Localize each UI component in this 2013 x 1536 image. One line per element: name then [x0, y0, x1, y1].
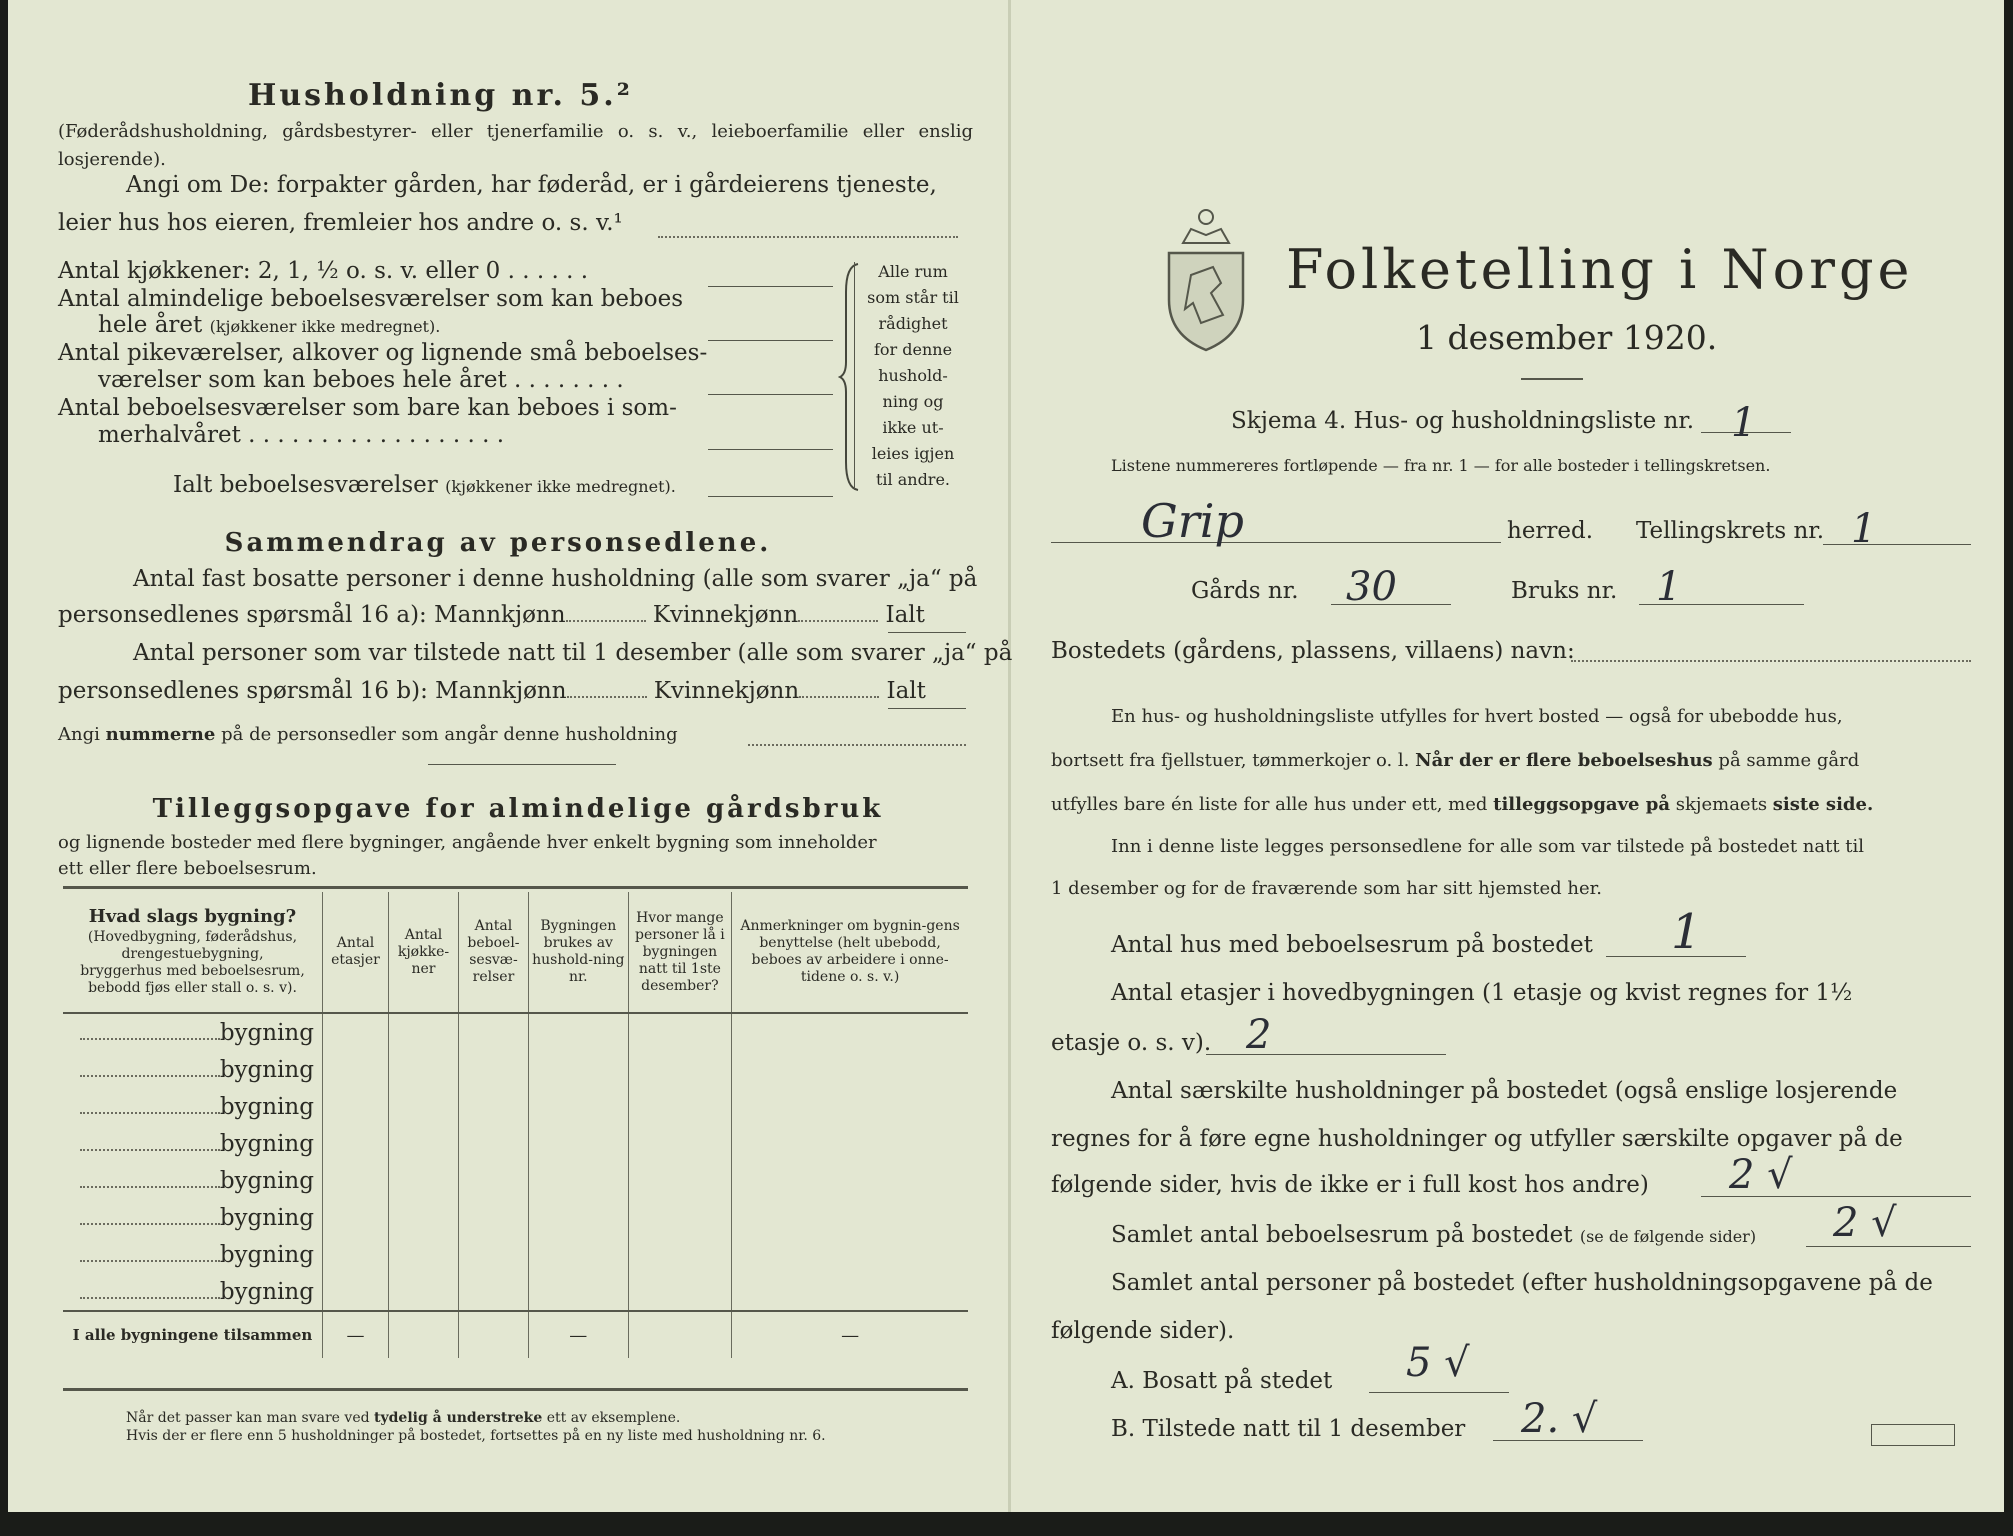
col-kjokkener: Antal kjøkke-ner — [389, 892, 459, 1013]
brace-note-6: ning og — [882, 392, 944, 411]
bruks-label: Bruks nr. — [1511, 578, 1618, 604]
col-beboelsesvaerelser: Antal beboel-sesvæ-relser — [458, 892, 528, 1013]
printer-stamp — [1871, 1424, 1955, 1446]
table-row — [63, 1273, 968, 1311]
herred-line — [1051, 542, 1501, 543]
instructions-1: En hus- og husholdningsliste utfylles for hvert bosted — også for ubebodde hus, — [1111, 706, 1843, 727]
q-personer-2: følgende sider). — [1051, 1318, 1235, 1344]
table-row — [63, 1236, 968, 1273]
summary-b-total-line — [888, 708, 966, 709]
rooms-maid-1: Antal pikeværelser, alkover og lignende små beboelses- — [58, 340, 708, 366]
q-husholdninger-3: følgende sider, hvis de ikke er i full kost hos andre) — [1051, 1172, 1649, 1198]
table-row — [63, 1199, 968, 1236]
rooms-kitchens-answer — [708, 286, 833, 287]
total-anmerkninger: — — [841, 1324, 860, 1346]
tellingskrets-line — [1823, 544, 1971, 545]
q-beboelsesrum-line — [1806, 1246, 1971, 1247]
row-label: bygning — [63, 1273, 322, 1311]
rooms-kitchens: Antal kjøkkener: 2, 1, ½ o. s. v. eller 0 . . . . . . — [58, 258, 589, 284]
title-divider — [1521, 378, 1583, 380]
summary-b-line-1: Antal personer som var tilstede natt til 1 desember (alle som svarer „ja“ på — [133, 640, 1013, 666]
table-row — [63, 1013, 968, 1051]
rooms-total: Ialt beboelsesværelser (kjøkkener ikke medregnet). — [173, 472, 676, 498]
col-personer: Hvor mange personer lå i bygningen natt til 1ste desember? — [628, 892, 732, 1013]
b-tilstede-label: B. Tilstede natt til 1 desember — [1111, 1416, 1466, 1442]
bostedets-line — [1571, 660, 1971, 662]
angi-nummerne: Angi nummerne på de personsedler som angår denne husholdning — [58, 724, 678, 745]
table-top-rule — [63, 886, 968, 889]
instructions-3: utfylles bare én liste for alle hus under ett, med tilleggsopgave på skjemaets siste side. — [1051, 794, 1874, 815]
rooms-ordinary-1: Antal almindelige beboelsesværelser som kan beboes — [58, 286, 684, 312]
brace-note-4: for denne — [873, 340, 953, 359]
summary-a-line-1: Antal fast bosatte personer i denne husholdning (alle som svarer „ja“ på — [133, 566, 978, 592]
table-bottom-rule — [63, 1388, 968, 1391]
total-etasjer: — — [322, 1311, 388, 1358]
row-label: bygning — [63, 1088, 322, 1125]
skjema-value: 1 — [1731, 400, 1757, 446]
angi-answer-line — [658, 236, 958, 238]
rooms-summer-2: merhalvåret . . . . . . . . . . . . . . . . . . — [98, 422, 505, 448]
supplement-title: Tilleggsopgave for almindelige gårdsbruk — [152, 794, 884, 824]
q-etasjer-value: 2 — [1246, 1012, 1272, 1058]
q-etasjer-line — [1206, 1054, 1446, 1055]
angi-line-1: Angi om De: forpakter gården, har føderåd, er i gårdeierens tjeneste, — [126, 172, 937, 198]
row-label: bygning — [63, 1236, 322, 1273]
total-label: I alle bygningene tilsammen — [63, 1311, 322, 1358]
gards-label: Gårds nr. — [1191, 578, 1299, 604]
q-husholdninger-1: Antal særskilte husholdninger på bostedet (også enslige losjerende — [1111, 1078, 1898, 1104]
col-etasjer: Antal etasjer — [322, 892, 388, 1013]
total-husholdning: — — [528, 1311, 628, 1358]
brace-rule — [854, 262, 855, 490]
instructions-4: Inn i denne liste legges personsedlene for alle som var tilstede på bostedet natt til — [1111, 836, 1865, 857]
numbering-note: Listene nummereres fortløpende — fra nr. 1 — for alle bosteder i tellingskretsen. — [1111, 456, 1771, 475]
q-personer-1: Samlet antal personer på bostedet (efter husholdningsopgavene på de — [1111, 1270, 1933, 1296]
summary-a-total-line — [888, 632, 966, 633]
building-table — [63, 892, 968, 1358]
table-row — [63, 1088, 968, 1125]
col-anmerkninger: Anmerkninger om bygnin-gens benyttelse (helt ubebodd, beboes av arbeidere i onne-tidene o. s. v.) — [732, 892, 968, 1013]
coat-of-arms-icon — [1161, 205, 1251, 355]
rooms-ordinary-2: hele året (kjøkkener ikke medregnet). — [98, 312, 441, 338]
instructions-5: 1 desember og for de fraværende som har sitt hjemsted her. — [1051, 878, 1602, 899]
skjema-label: Skjema 4. Hus- og husholdningsliste nr. — [1231, 408, 1695, 434]
row-label: bygning — [63, 1013, 322, 1051]
b-tilstede-value: 2. √ — [1521, 1396, 1598, 1442]
q-etasjer-2: etasje o. s. v). — [1051, 1030, 1212, 1056]
herred-value: Grip — [1141, 494, 1244, 548]
row-label: bygning — [63, 1199, 322, 1236]
brace-note-3: rådighet — [878, 314, 948, 333]
rooms-summer-1: Antal beboelsesværelser som bare kan beboes i som- — [58, 395, 677, 421]
angi-nummerne-line — [748, 744, 966, 746]
rooms-summer-answer — [708, 449, 833, 450]
building-table-header — [63, 892, 968, 1013]
section-divider — [428, 764, 616, 765]
q-hus-value: 1 — [1671, 904, 1702, 960]
tellingskrets-value: 1 — [1851, 506, 1877, 552]
census-title: Folketelling i Norge — [1286, 238, 1914, 301]
row-label: bygning — [63, 1162, 322, 1199]
instructions-2: bortsett fra fjellstuer, tømmerkojer o. l. Når der er flere beboelseshus på samme gård — [1051, 750, 1860, 771]
footnote-2: Hvis der er flere enn 5 husholdninger på bostedet, fortsettes på en ny liste med husholdning nr. 6. — [126, 1428, 826, 1444]
household-note: (Føderådshusholdning, gårdsbestyrer- eller tjenerfamilie o. s. v., leieboerfamilie eller enslig losjerende). — [58, 121, 973, 170]
right-page — [1011, 0, 2004, 1512]
household-title: Husholdning nr. 5.² — [248, 78, 633, 113]
a-bosatt-line — [1369, 1392, 1509, 1393]
q-hus: Antal hus med beboelsesrum på bostedet — [1111, 932, 1593, 958]
left-page — [8, 0, 1013, 1512]
rooms-maid-answer — [708, 394, 833, 395]
footnote-1: Når det passer kan man svare ved tydelig å understreke ett av eksemplene. — [126, 1410, 681, 1426]
a-bosatt-value: 5 √ — [1406, 1340, 1470, 1386]
brace-note-7: ikke ut- — [882, 418, 944, 437]
q-beboelsesrum-value: 2 √ — [1833, 1200, 1897, 1246]
brace-note-2: som står til — [867, 288, 959, 307]
supplement-sub-2: ett eller flere beboelsesrum. — [58, 858, 317, 879]
herred-label: herred. — [1507, 518, 1594, 544]
row-label: bygning — [63, 1051, 322, 1088]
summary-b-line-2: personsedlenes spørsmål 16 b): Mannkjønn Kvinnekjønn Ialt — [58, 678, 926, 704]
rooms-total-answer — [708, 496, 833, 497]
table-total-row — [63, 1311, 968, 1358]
brace-note-1: Alle rum — [878, 262, 948, 281]
brace-note-8: leies igjen — [871, 444, 955, 463]
angi-line-2: leier hus hos eieren, fremleier hos andre o. s. v.¹ — [58, 210, 623, 236]
census-sheet — [8, 0, 2004, 1512]
summary-a-line-2: personsedlenes spørsmål 16 a): Mannkjønn Kvinnekjønn Ialt — [58, 602, 925, 628]
table-row — [63, 1125, 968, 1162]
rooms-ordinary-answer — [708, 340, 833, 341]
brace-note-5: hushold- — [878, 366, 948, 385]
q-beboelsesrum: Samlet antal beboelsesrum på bostedet (se de følgende sider) — [1111, 1222, 1757, 1248]
a-bosatt-label: A. Bosatt på stedet — [1111, 1368, 1333, 1394]
census-date: 1 desember 1920. — [1416, 318, 1718, 357]
bruks-value: 1 — [1656, 564, 1682, 610]
tellingskrets-label: Tellingskrets nr. — [1636, 518, 1825, 544]
table-row — [63, 1162, 968, 1199]
rooms-maid-2: værelser som kan beboes hele året . . . . . . . . — [98, 367, 624, 393]
q-husholdninger-value: 2 √ — [1729, 1152, 1793, 1198]
supplement-sub-1: og lignende bosteder med flere bygninger, angående hver enkelt bygning som inneholder — [58, 832, 877, 853]
summary-title: Sammendrag av personsedlene. — [224, 528, 772, 558]
table-row — [63, 1051, 968, 1088]
row-label: bygning — [63, 1125, 322, 1162]
col-husholdning-nr: Bygningen brukes av hushold-ning nr. — [528, 892, 628, 1013]
q-husholdninger-2: regnes for å føre egne husholdninger og utfyller særskilte opgaver på de — [1051, 1126, 1903, 1152]
col-building-type: Hvad slags bygning? (Hovedbygning, føderådshus, drengestuebygning, bryggerhus med beboelsesrum, bebodd fjøs eller stall o. s. v). — [63, 892, 322, 1013]
brace-note-9: til andre. — [875, 470, 951, 489]
bostedets-label: Bostedets (gårdens, plassens, villaens) navn: — [1051, 638, 1575, 664]
gards-value: 30 — [1346, 564, 1397, 610]
q-etasjer-1: Antal etasjer i hovedbygningen (1 etasje og kvist regnes for 1½ — [1111, 980, 1853, 1006]
